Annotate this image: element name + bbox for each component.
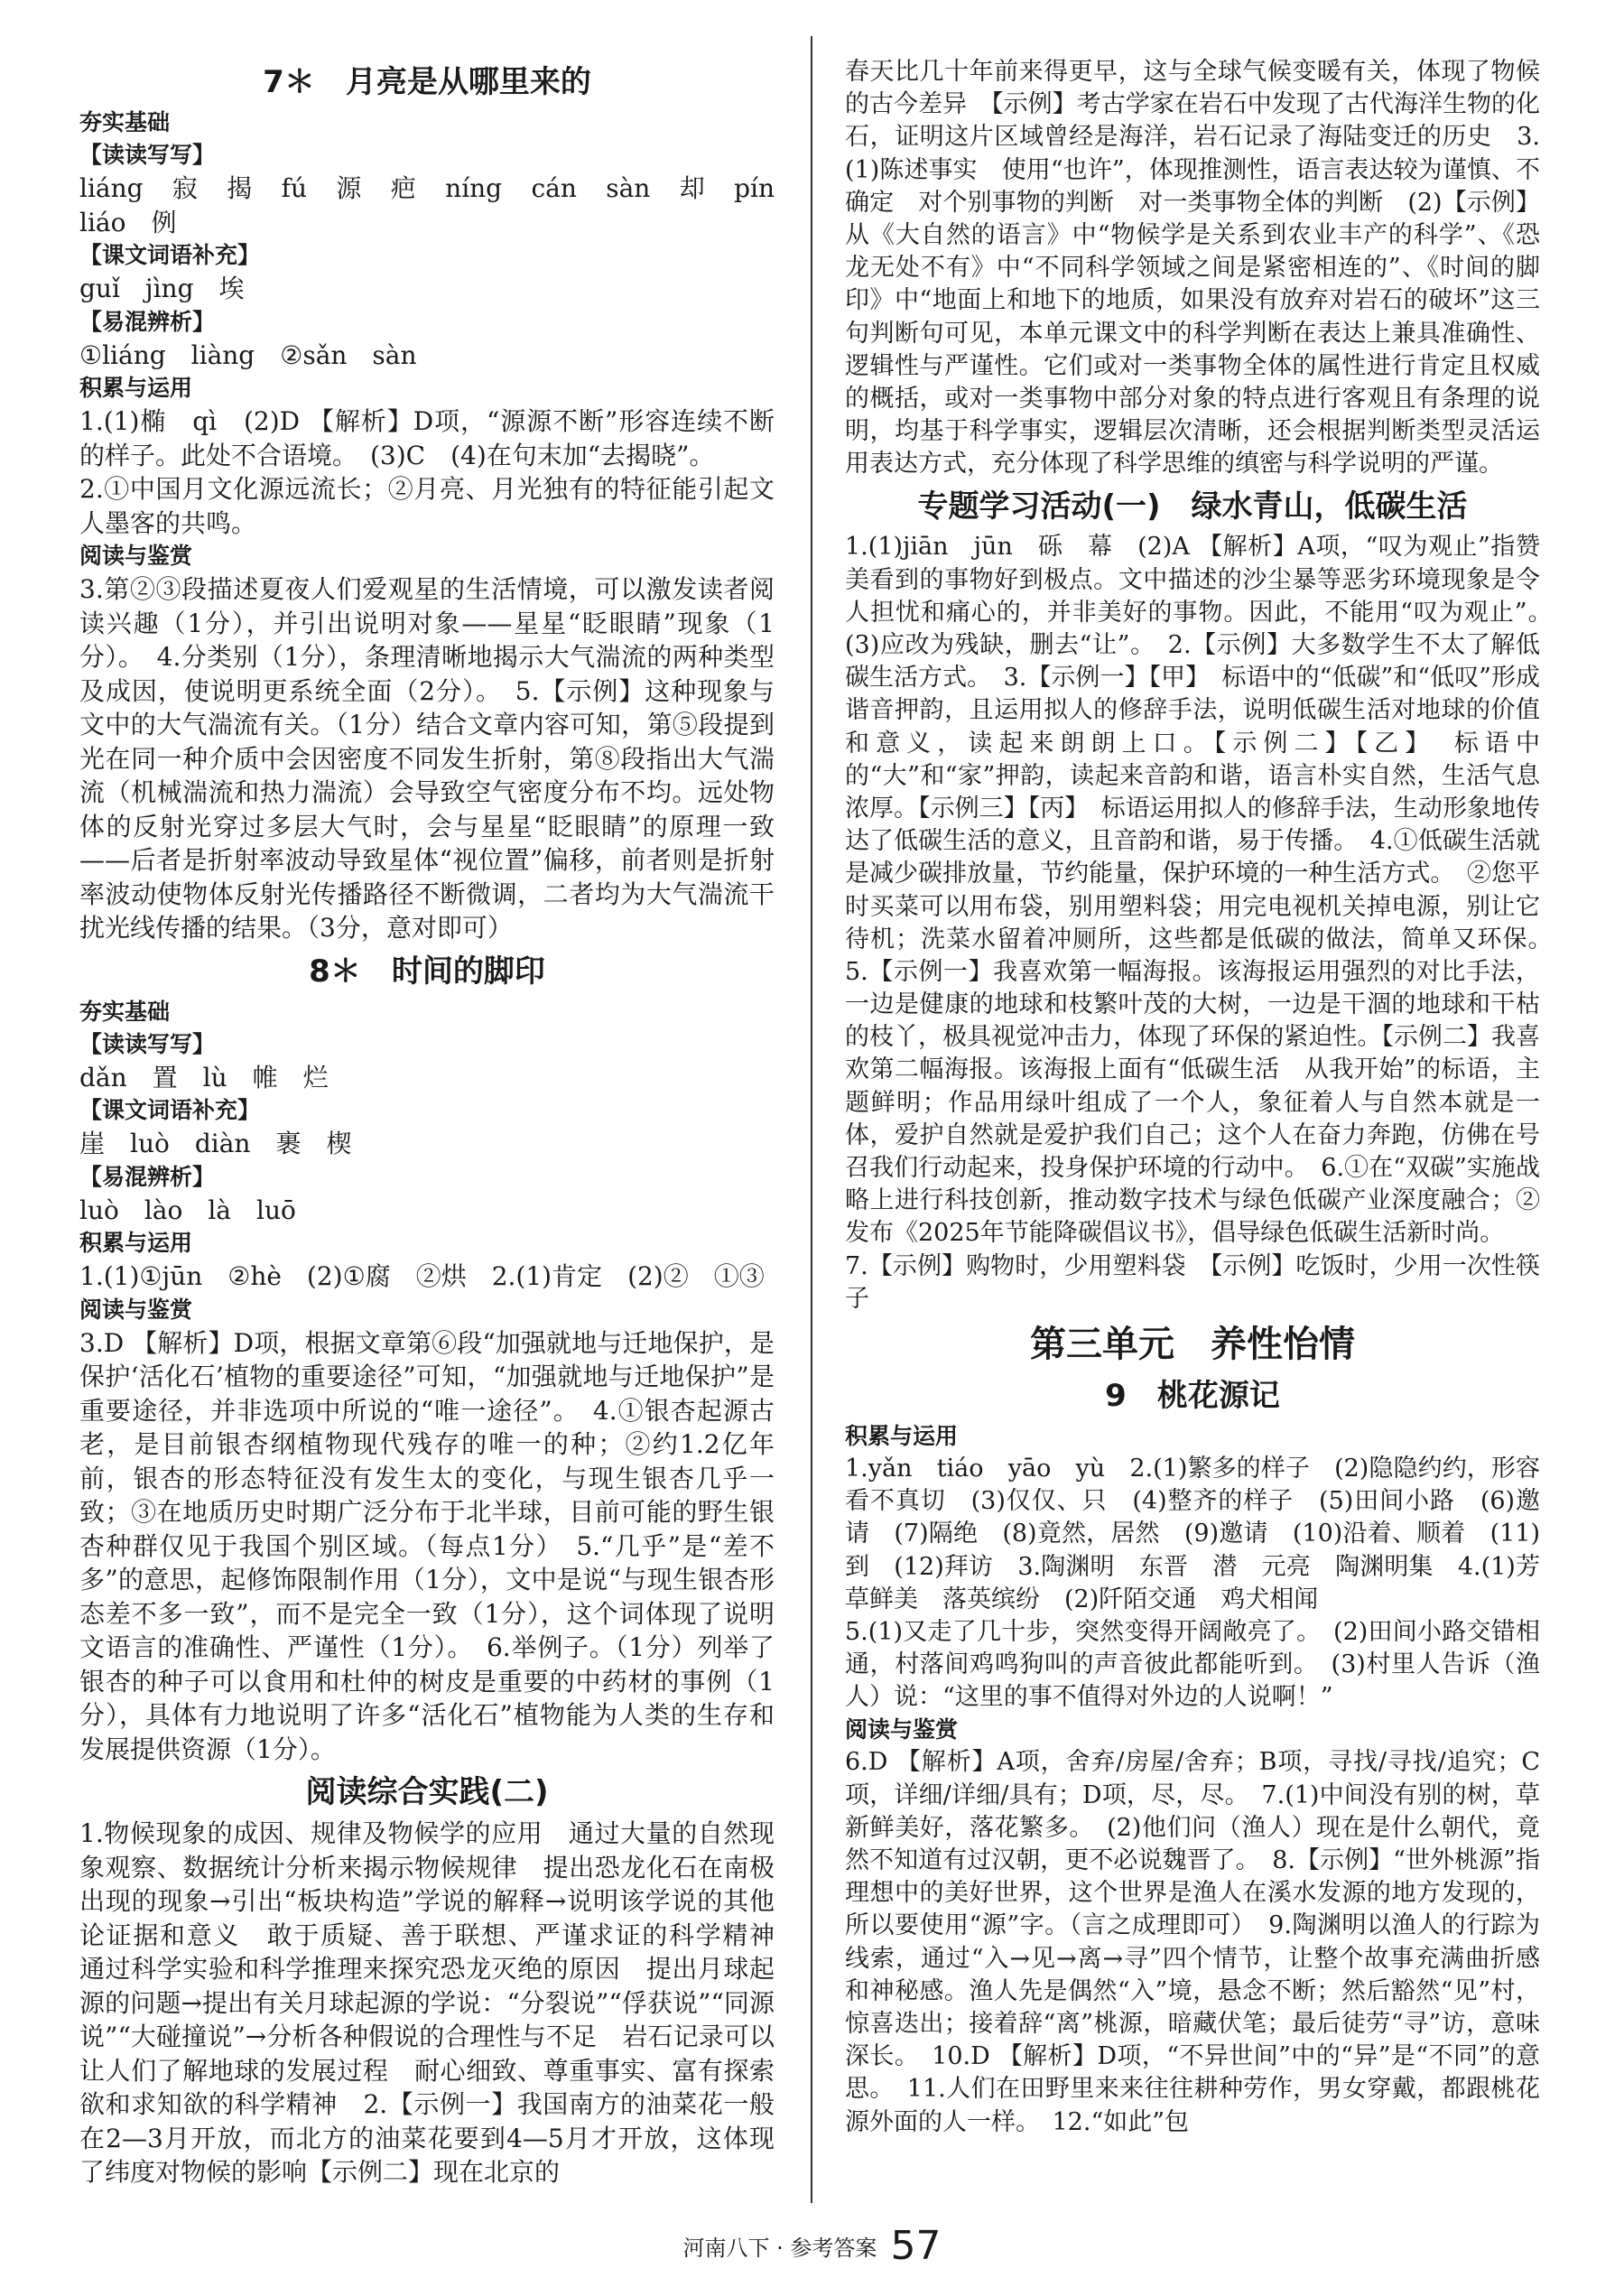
answer-paragraph: 5.(1)又走了几十步，突然变得开阔敞亮了。 (2)田间小路交错相通，村落间鸡鸣狗叫的声音彼此都能听到。 (3)村里人告诉（渔人）说：“这里的事不值得对外边的人说啊！” xyxy=(845,1617,1540,1712)
answer-paragraph: 春天比几十年前来得更早，这与全球气候变暖有关，体现了物候的古今差异 【示例】考古学家在岩石中发现了古代海洋生物的化石，证明这片区域曾经是海洋，岩石记录了海陆变迁的历史 3.(1)陈述事实 使用“也许”，体现推测性，语言表达较为谨慎、不确定 对个别事物的判断 对一类事物全体的判断 (2)【示例】从《大自然的语言》中“物候学是关系到农业丰产的科学”、《恐龙无处不有》中“不同科学领域之间是紧密相连的”、《时间的脚印》中“地面上和地下的地质，如果没有放弃对岩石的破坏”这三句判断句可见，本单元课文中的科学判断在表达上兼具准确性、逻辑性与严谨性。它们或对一类事物全体的属性进行肯定且权威的概括，或对一类事物中部分对象的特点进行客观且有条理的说明，均基于科学事实，逻辑层次清晰，还会根据判断类型灵活运用表达方式，充分体现了科学思维的缜密与科学说明的严谨。 xyxy=(845,58,1540,479)
section-heading: 积累与运用 xyxy=(79,375,193,401)
section-heading: 夯实基础 xyxy=(79,109,171,135)
answer-paragraph: 3.D 【解析】D项，根据文章第⑥段“加强就地与迁地保护，是保护‘活化石’植物的重要途径”可知，“加强就地与迁地保护”是重要途径，并非选项中所说的“唯一途径”。 4.①银杏起源古老，是目前银杏纲植物现代残存的唯一的种；②约1.2亿年前，银杏的形态特征没有发生太的变化，与现生银杏几乎一致；③在地质历史时期广泛分布于北半球，目前可能的野生银杏种群仅见于我国个别区域。（每点1分） 5.“几乎”是“差不多”的意思，起修饰限制作用（1分），文中是说“与现生银杏形态差不多一致”，而不是完全一致（1分），这个词体现了说明文语言的准确性、严谨性（1分）。 6.举例子。（1分）列举了银杏的种子可以食用和杜仲的树皮是重要的中药材的事例（1分），具体有力地说明了许多“活化石”植物能为人类的生存和发展提供资源（1分）。 xyxy=(79,1327,775,1764)
answer-paragraph: 7.【示例】购物时，少用塑料袋 【示例】吃饭时，少用一次性筷子 xyxy=(845,1251,1540,1313)
column-divider xyxy=(811,36,812,2203)
answer-paragraph: 2.①中国月文化源远流长；②月亮、月光独有的特征能引起文人墨客的共鸣。 xyxy=(79,474,775,538)
subsection-label: 【读读写写】 xyxy=(79,142,216,168)
section-title: 7＊ 月亮是从哪里来的 xyxy=(263,64,591,100)
answer-paragraph: 1.yǎn tiáo yāo yù 2.(1)繁多的样子 (2)隐隐约约，形容看不真切 (3)仅仅、只 (4)整齐的样子 (5)田间小路 (6)邀请 (7)隔绝 (8)竟然，居然 (9)邀请 (10)沿着、顺着 (11)到 (12)拜访 3.陶渊明 东晋 潜 元亮 陶渊明集 4.(1)芳草鲜美 落英缤纷 (2)阡陌交通 鸡犬相闻 xyxy=(845,1454,1540,1613)
section-title: 专题学习活动(一) 绿水青山，低碳生活 xyxy=(917,488,1468,525)
answer-paragraph: luò lào là luō xyxy=(79,1195,296,1225)
answer-paragraph: ①liáng liàng ②sǎn sàn xyxy=(79,339,417,370)
answer-paragraph: 崖 luò diàn 裹 楔 xyxy=(79,1129,352,1158)
section-heading: 阅读与鉴赏 xyxy=(845,1716,959,1743)
section-heading: 阅读与鉴赏 xyxy=(79,1296,193,1323)
left-column xyxy=(79,56,801,2189)
subsection-label: 【易混辨析】 xyxy=(79,1163,216,1190)
section-heading: 积累与运用 xyxy=(79,1230,193,1256)
section-title: 9 桃花源记 xyxy=(1105,1377,1280,1414)
page-number: 57 xyxy=(890,2223,942,2269)
section-heading: 夯实基础 xyxy=(79,998,171,1025)
answer-paragraph: 1.物候现象的成因、规律及物候学的应用 通过大量的自然现象观察、数据统计分析来揭示物候规律 提出恐龙化石在南极出现的现象→引出“板块构造”学说的解释→说明该学说的其他论证据和意义 敢于质疑、善于联想、严谨求证的科学精神 通过科学实验和科学推理来探究恐龙灭绝的原因 提出月球起源的问题→提出有关月球起源的学说：“分裂说”“俘获说”“同源说”“大碰撞说”→分析各种假说的合理性与不足 岩石记录可以让人们了解地球的发展过程 耐心细致、尊重事实、富有探索欲和求知欲的科学精神 2.【示例一】我国南方的油菜花一般在2—3月开放，而北方的油菜花要到4—5月才开放，这体现了纬度对物候的影响【示例二】现在北京的 xyxy=(79,1818,801,2187)
page-footer xyxy=(0,2223,1624,2269)
subsection-label: 【课文词语补充】 xyxy=(79,1097,261,1123)
answer-paragraph: guǐ jìng 埃 xyxy=(79,274,245,303)
answer-paragraph: 1.(1)jiān jūn 砾 幕 (2)A 【解析】A项，“叹为观止”指赞美看到的事物好到极点。文中描述的沙尘暴等恶劣环境现象是令人担忧和痛心的，并非美好的事物。因此，不能用“叹为观止”。 (3)应改为残缺，删去“让”。 2.【示例】大多数学生不太了解低碳生活方式。 3.【示例一】【甲】 标语中的“低碳”和“低叹”形成谐音押韵，且运用拟人的修辞手法，说明低碳生活对地球的价值和意义，读起来朗朗上口。【示例二】【乙】 标语中的“大”和“家”押韵，读起来音韵和谐，语言朴实自然，生活气息浓厚。【示例三】【丙】 标语运用拟人的修辞手法，生动形象地传达了低碳生活的意义，且音韵和谐，易于传播。 4.①低碳生活就是减少碳排放量，节约能量，保护环境的一种生活方式。 ②您平时买菜可以用布袋，别用塑料袋；用完电视机关掉电源，别让它待机；洗菜水留着冲厕所，这些都是低碳的做法，简单又环保。 5.【示例一】我喜欢第一幅海报。该海报运用强烈的对比手法，一边是健康的地球和枝繁叶茂的大树，一边是干涸的地球和干枯的枝丫，极具视觉冲击力，体现了环保的紧迫性。【示例二】我喜欢第二幅海报。该海报上面有“低碳生活 从我开始”的标语，主题鲜明；作品用绿叶组成了一个人，象征着人与自然本就是一体，爱护自然就是爱护我们自己；这个人在奋力奔跑，仿佛在号召我们行动起来，投身保护环境的行动中。 6.①在“双碳”实施战略上进行科技创新，推动数字技术与绿色低碳产业深度融合；②发布《2025年节能降碳倡议书》，倡导绿色低碳生活新时尚。 xyxy=(845,533,1564,1248)
section-title: 8＊ 时间的脚印 xyxy=(309,953,545,990)
answer-paragraph: 1.(1)①jūn ②hè (2)①腐 ②烘 2.(1)肯定 (2)② ①③ xyxy=(79,1261,765,1291)
answer-paragraph: liáng 寂 揭 fú 源 疤 níng cán sàn 却 pín liáo 例 xyxy=(79,173,801,237)
answer-paragraph: 1.(1)椭 qì (2)D 【解析】D项，“源源不断”形容连续不断的样子。此处不合语境。 (3)C (4)在句末加“去揭晓”。 xyxy=(79,406,775,470)
section-title: 阅读综合实践(二) xyxy=(305,1774,549,1810)
unit-title: 第三单元 养性怡情 xyxy=(1030,1323,1355,1365)
subsection-label: 【易混辨析】 xyxy=(79,308,216,335)
answer-paragraph: dǎn 置 lù 帷 烂 xyxy=(79,1062,329,1092)
section-heading: 阅读与鉴赏 xyxy=(79,543,193,569)
answer-paragraph: 3.第②③段描述夏夜人们爱观星的生活情境，可以激发读者阅读兴趣（1分），并引出说明对象——星星“眨眼睛”现象（1分）。 4.分类别（1分），条理清晰地揭示大气湍流的两种类型及成因，使说明更系统全面（2分）。 5.【示例】这种现象与文中的大气湍流有关。（1分）结合文章内容可知，第⑤段提到光在同一种介质中会因密度不同发生折射，第⑧段指出大气湍流（机械湍流和热力湍流）会导致空气密度分布不均。远处物体的反射光穿过多层大气时，会与星星“眨眼睛”的原理一致——后者是折射率波动导致星体“视位置”偏移，前者则是折射率波动使物体反射光传播路径不断微调，二者均为大气湍流干扰光线传播的结果。（3分，意对即可） xyxy=(79,574,775,943)
section-heading: 积累与运用 xyxy=(845,1422,959,1449)
footer-label: 河南八下 · 参考答案 xyxy=(682,2236,877,2261)
subsection-label: 【课文词语补充】 xyxy=(79,242,261,268)
right-column xyxy=(845,56,1564,2139)
answer-paragraph: 6.D 【解析】A项，舍弃/房屋/舍弃；B项，寻找/寻找/追究；C项，详细/详细/具有；D项，尽，尽。 7.(1)中间没有别的树，草新鲜美好，落花繁多。 (2)他们问（渔人）现在是什么朝代，竟然不知道有过汉朝，更不必说魏晋了。 8.【示例】“世外桃源”指理想中的美好世界，这个世界是渔人在溪水发源的地方发现的，所以要使用“源”字。（言之成理即可） 9.陶渊明以渔人的行踪为线索，通过“入→见→离→寻”四个情节，让整个故事充满曲折感和神秘感。渔人先是偶然“入”境，悬念不断；然后豁然“见”村，惊喜迭出；接着辞“离”桃源，暗藏伏笔；最后徒劳“寻”访，意味深长。 10.D 【解析】D项，“不异世间”中的“异”是“不同”的意思。 11.人们在田野里来来往往耕种劳作，男女穿戴，都跟桃花源外面的人一样。 12.“如此”包 xyxy=(845,1748,1540,2136)
subsection-label: 【读读写写】 xyxy=(79,1030,216,1057)
